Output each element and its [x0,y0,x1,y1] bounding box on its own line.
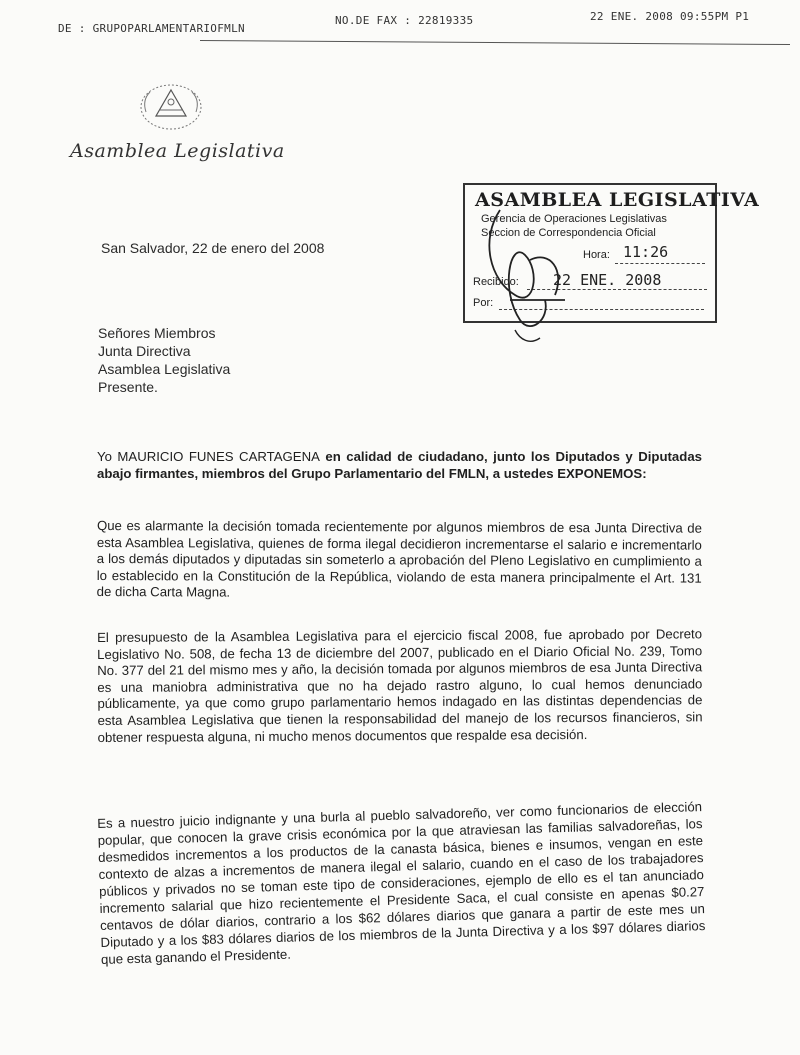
body-paragraph: El presupuesto de la Asamblea Legislativa para el ejercicio fiscal 2008, fue aprobado por Decreto Legislativo No. 508, de fecha 13 de diciembre del 2007, publicado en el Diario Oficial No. 239, Tomo No. 377 del 21 del mismo mes y año, la decisión tomada por algunos miembros de esa Junta Directiva es una maniobra administrativa que no ha dejado rastro alguno, lo cual hemos denunciado públicamente, ya que como grupo parlamentario hemos indagado en las distintas dependencias de esta Asamblea Legislativa que tienen la responsabilidad del manejo de los recursos financieros, sin obtener respuesta alguna, ni mucho menos documentos que respalde esa decisión. [97,626,703,745]
fax-header-rule [200,40,790,45]
coat-of-arms-icon [138,82,204,132]
intro-text-a: Yo [97,449,118,464]
stamp-hora-rule [615,263,705,264]
recipient-line: Presente. [98,379,158,395]
recipient-line: Señores Miembros [98,325,216,341]
stamp-hora-label: Hora: [583,249,610,261]
stamp-recibido-value: 22 ENE. 2008 [553,271,662,289]
fax-number: NO.DE FAX : 22819335 [335,14,474,27]
letter-date: San Salvador, 22 de enero del 2008 [101,240,325,256]
recipient-line: Asamblea Legislativa [98,361,231,377]
stamp-department: Gerencia de Operaciones Legislativas [481,213,667,225]
body-paragraph: Que es alarmante la decisión tomada recientemente por algunos miembros de esa Junta Directiva de esta Asamblea Legislativa, quienes de forma ilegal decidieron incrementarse el salario e incrementarlo a los demás diputados y diputadas sin someterlo a aprobación del Pleno Legislativo en cumplimiento a lo establecido en la Constitución de la República, violando de esta manera principalmente el Art. 131 de dicha Carta Magna. [96,518,702,600]
body-paragraph: Es a nuestro juicio indignante y una burla al pueblo salvadoreño, ver como funcionarios de elección popular, que conocen la grave crisis económica por la que atraviesan las familias salvadoreñas, los desmedidos incrementos a los productos de la canasta básica, bienes e insumos, vengan en este contexto de alzas a incrementos de manera ilegal el salario, cuando en el caso de los trabajadores públicos y privados no se toman este tipo de consideraciones, ejemplo de ello es el tan anunciado incremento salarial que hizo recientemente el Presidente Saca, el cual consiste en apenas $0.27 centavos de dólar diarios, contrario a los $62 dólares diarios que ganara a partir de este mes un Diputado y a los $83 dólares diarios de los miembros de la Junta Directiva y a los $97 dólares diarios que esta ganando el Presidente. [97,799,706,967]
fax-sender: DE : GRUPOPARLAMENTARIOFMLN [58,22,245,35]
stamp-por-label: Por: [473,297,494,309]
stamp-title: ASAMBLEA LEGISLATIVA [475,189,760,211]
intro-paragraph [97,448,702,482]
fax-date-time: 22 ENE. 2008 09:55PM P1 [590,10,750,23]
handwritten-signature [470,200,590,350]
recipient-line: Junta Directiva [98,343,191,359]
intro-text-b: en calidad de ciudadano, junto los Diputados y Diputadas abajo firmantes, miembros del Grupo Parlamentario del FMLN, a ustedes EXPONEMOS: [97,449,702,481]
stamp-hora-value: 11:26 [623,243,669,261]
letterhead-org-name: Asamblea Legislativa [70,140,285,162]
stamp-section: Seccion de Correspondencia Oficial [481,227,656,239]
sender-name: MAURICIO FUNES CARTAGENA [117,449,320,464]
stamp-recibido-label: Recibido: [473,276,519,288]
